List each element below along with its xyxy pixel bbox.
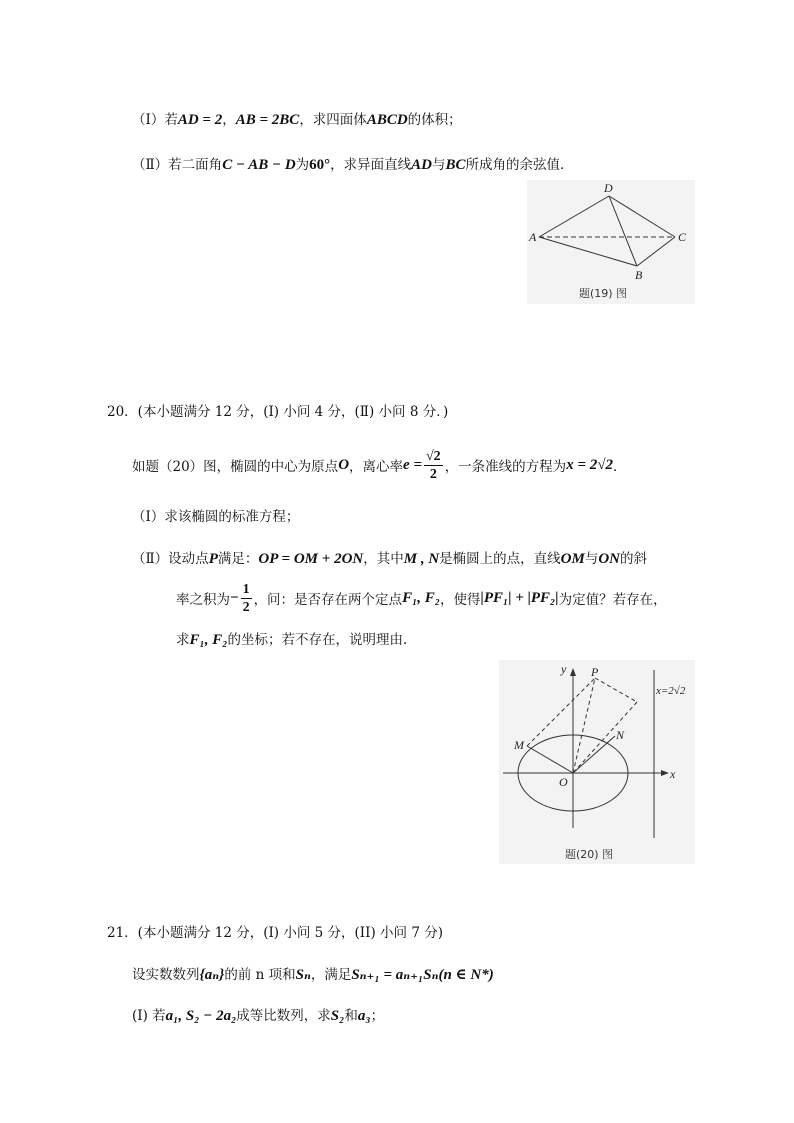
q19-dihedral: C − AB − D	[222, 157, 296, 173]
dash-op	[573, 678, 595, 773]
fixed-points-2: F₁, F₂	[189, 632, 228, 648]
q19-cond-ad: AD = 2	[177, 112, 223, 128]
segment-on	[573, 736, 615, 773]
target-s2: S₂	[330, 1008, 345, 1024]
edge-dc	[609, 196, 675, 237]
frac-numerator: √2	[426, 448, 441, 464]
q19-part2: （Ⅱ）若二面角C − AB − D为60°，求异面直线AD与BC所成角的余弦值．	[132, 157, 574, 173]
q19-tetra: ABCD	[366, 112, 408, 128]
dash-p-corner	[595, 678, 637, 702]
geometric-terms: a₁, S₂ − 2a₂	[165, 1008, 237, 1024]
q20-intro: 如题（20）图，椭圆的中心为原点 O ，离心率 e = $\frac{√2}{2}$ ，一条准线的方程为 x = 2√2 ．	[132, 448, 627, 482]
line-om: OM	[560, 551, 585, 567]
label-n: N	[616, 728, 625, 742]
q19-cond-ab: AB = 2BC	[235, 112, 300, 128]
points-mn: M , N	[403, 551, 440, 567]
origin-o: O	[338, 456, 350, 473]
edge-db	[609, 196, 637, 266]
eccentricity-fraction	[424, 448, 443, 483]
figure-19-caption: 题(19) 图	[579, 287, 628, 300]
q19-line-bc: BC	[445, 157, 466, 173]
directrix-eq: x = 2√2	[566, 456, 613, 473]
y-axis-arrow	[570, 668, 576, 676]
figure-19-diagram	[527, 180, 695, 304]
q19-line-ad: AD	[411, 157, 433, 173]
q20-header: 20．(本小题满分 12 分，(Ⅰ) 小问 4 分，(Ⅱ) 小问 8 分．)	[107, 404, 449, 420]
segment-om	[527, 746, 573, 773]
label-p: P	[591, 665, 599, 679]
fixed-points: F₁, F₂	[402, 589, 441, 606]
figure-19	[527, 180, 695, 304]
frac-denominator: 2	[429, 466, 437, 482]
vector-equation: OP = OM + 2ON	[258, 551, 364, 567]
label-directrix: x=2√2	[656, 685, 686, 697]
label-a: A	[529, 230, 537, 244]
q21-header: 21．(本小题满分 12 分，(I) 小问 5 分，(II) 小问 7 分)	[107, 925, 443, 941]
edge-ad	[539, 196, 609, 237]
target-a3: a₃	[357, 1008, 371, 1024]
q21-line1: 设实数数列{aₙ}的前 n 项和Sₙ，满足Sₙ₊₁ = aₙ₊₁Sₙ(n ∈ N*)	[132, 967, 494, 983]
x-axis-arrow	[661, 770, 669, 776]
label-x: x	[670, 767, 676, 781]
distance-sum: |PF₁| + |PF₂|	[480, 589, 559, 606]
label-c: C	[678, 230, 687, 244]
point-p: P	[208, 551, 218, 567]
dash-corner-o	[573, 702, 637, 773]
label-y: y	[561, 662, 567, 676]
q20-part2-line2: 率之积为 − $\frac{1}{2}$ ，问：是否存在两个定点 F₁, F₂ ，使得 |PF₁| + |PF₂| 为定值？若存在，	[176, 581, 667, 615]
edge-bc	[637, 237, 675, 266]
q20-part1: （Ⅰ）求该椭圆的标准方程；	[132, 509, 300, 525]
label-d: D	[604, 181, 613, 195]
half-numerator: 1	[242, 581, 250, 597]
label-m: M	[514, 738, 524, 752]
half-denominator: 2	[242, 599, 250, 615]
q21-part1: (I) 若a₁, S₂ − 2a₂成等比数列，求S₂和a₃；	[132, 1008, 385, 1024]
label-b: B	[635, 268, 643, 282]
edge-ab	[539, 237, 637, 266]
figure-20-diagram	[499, 660, 695, 864]
label-o: O	[559, 775, 568, 789]
q20-part2-line1: （Ⅱ）设动点P满足：OP = OM + 2ON，其中M , N是椭圆上的点，直线OM与ON的斜	[132, 551, 647, 567]
partial-sum: Sₙ	[295, 967, 311, 983]
negative-sign: −	[230, 589, 239, 606]
q19-degree: 60°	[309, 157, 331, 173]
q20-part2-line3: 求F₁, F₂的坐标；若不存在，说明理由．	[176, 632, 417, 648]
q19-part1: （Ⅰ）若AD = 2，AB = 2BC，求四面体ABCD的体积；	[132, 112, 462, 128]
eccentricity-e: e =	[403, 456, 422, 473]
figure-20-caption: 题(20) 图	[565, 848, 614, 861]
recurrence: Sₙ₊₁ = aₙ₊₁Sₙ(n ∈ N*)	[351, 967, 494, 983]
figure-20	[499, 660, 695, 864]
line-on: ON	[598, 551, 620, 567]
half-fraction	[241, 581, 252, 616]
sequence-a: {aₙ}	[199, 967, 225, 983]
